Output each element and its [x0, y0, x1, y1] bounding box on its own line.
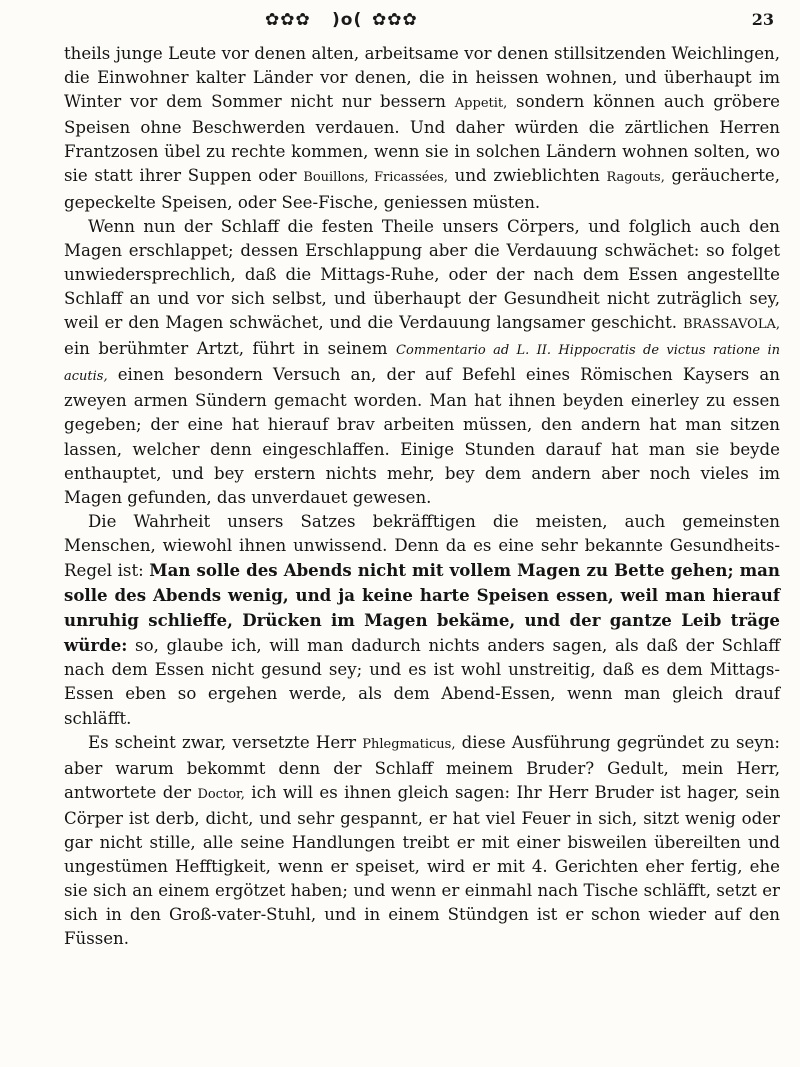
text-segment: Es scheint zwar, versetzte Herr — [88, 732, 363, 752]
text-segment: theils junge Leute vor denen alten, arbeitsame vor denen stillsitzenden Weichlingen, die Einwohner kalter Länder vor denen, die in heissen wohnen, und überhaupt im Winter vor dem Sommer nicht nur bessern — [64, 44, 780, 112]
text-segment: Bouillons, Fricassées, — [303, 170, 448, 186]
body-text — [64, 42, 780, 951]
page-number: 23 — [751, 10, 774, 29]
text-segment: BRASSAVOLA, — [682, 317, 780, 333]
text-segment: und zwieblichten — [447, 166, 607, 186]
text-segment: so, glaube ich, will man dadurch nichts anders sagen, als daß der Schlaff nach dem Essen nicht gesund sey; und es ist wohl unstreitig, daß es dem Mittags-Essen eben so ergehen werde, als dem Abend-Essen, wenn man gleich drauf schläfft. — [64, 636, 780, 728]
text-segment: Phlegmaticus, — [362, 736, 456, 752]
paragraph — [64, 215, 780, 510]
header-ornament-right: ✿✿✿ — [372, 10, 418, 30]
header-ornament-left: ✿✿✿ — [265, 10, 311, 30]
text-segment: Ragouts, — [606, 170, 665, 186]
text-segment: Wenn nun der Schlaff die festen Theile unsers Cörpers, und folglich auch den Magen erschlappet; dessen Erschlappung aber die Verdauung schwächet: so folget unwiedersprechlich, daß die Mittags-Ruhe, oder der nach dem Essen angestellte Schlaff an und vor sich selbst, und überhaupt der Gesundheit nicht zuträglich sey, weil er den Magen schwächet, und die Verdauung langsamer geschicht. — [64, 216, 780, 333]
text-segment: Doctor, — [197, 786, 245, 802]
paragraph — [64, 510, 780, 731]
paragraph — [64, 42, 780, 215]
text-segment: einen besondern Versuch an, der auf Befehl eines Römischen Kaysers an zweyen armen Sündern gemacht worden. Man hat ihnen beyden einerley zu essen gegeben; der eine hat hierauf brav arbeiten müssen, den andern hat man sitzen lassen, welcher denn eingeschlaffen. Einige Stunden darauf hat man sie beyde enthauptet, und bey erstern nichts mehr, bey dem andern aber noch vieles im Magen gefunden, das unverdauet gewesen. — [64, 365, 780, 507]
page-header — [60, 4, 780, 38]
paragraph — [64, 731, 780, 952]
text-segment: ich will es ihnen gleich sagen: Ihr Herr Bruder ist hager, sein Cörper ist derb, dicht, und sehr gespannt, er hat viel Feuer in sich, sitzt wenig oder gar nicht stille, alle seine Handlungen treibt er mit einer bisweilen übereilten und ungestümen Hefftigkeit, wenn er speiset, wird er mit 4. Gerichten eher fertig, ehe sie sich an einem ergötzet haben; und wenn er einmahl nach Tische schläfft, setzt er sich in den Groß-vater-Stuhl, und in einem Stündgen ist er schon wieder auf den Füssen. — [64, 782, 780, 949]
text-segment: sondern können auch gröbere Speisen ohne Beschwerden verdauen. Und daher würden die zärtlichen Herren Frantzosen übel zu rechte kommen, wenn sie in solchen Ländern wohnen solten, wo sie statt ihrer Suppen oder — [64, 92, 780, 186]
text-segment: Commentario ad L. II. Hippocratis de victus ratione in acutis, — [64, 343, 780, 385]
text-segment: ein berühmter Artzt, führt in seinem — [64, 339, 397, 359]
text-segment: geräucherte, gepeckelte Speisen, oder See-Fische, geniessen müsten. — [64, 166, 780, 212]
text-segment: diese Ausführung gegründet zu seyn: aber warum bekommt denn der Schlaff meinem Bruder? Gedult, mein Herr, antwortete der — [64, 732, 780, 802]
header-ornament-center: )o( — [332, 10, 363, 30]
text-segment: Man solle des Abends nicht mit vollem Magen zu Bette gehen; man solle des Abends wenig, und ja keine harte Speisen essen, weil man hierauf unruhig schlieffe, Drücken im Magen bekäme, und der gantze Leib träge würde: — [64, 559, 780, 656]
text-segment: Die Wahrheit unsers Satzes bekräfftigen die meisten, auch gemeinsten Menschen, wiewohl ihnen unwissend. Denn da es eine sehr bekannte Gesundheits-Regel ist: — [64, 511, 780, 580]
text-segment: Appetit, — [454, 96, 508, 112]
